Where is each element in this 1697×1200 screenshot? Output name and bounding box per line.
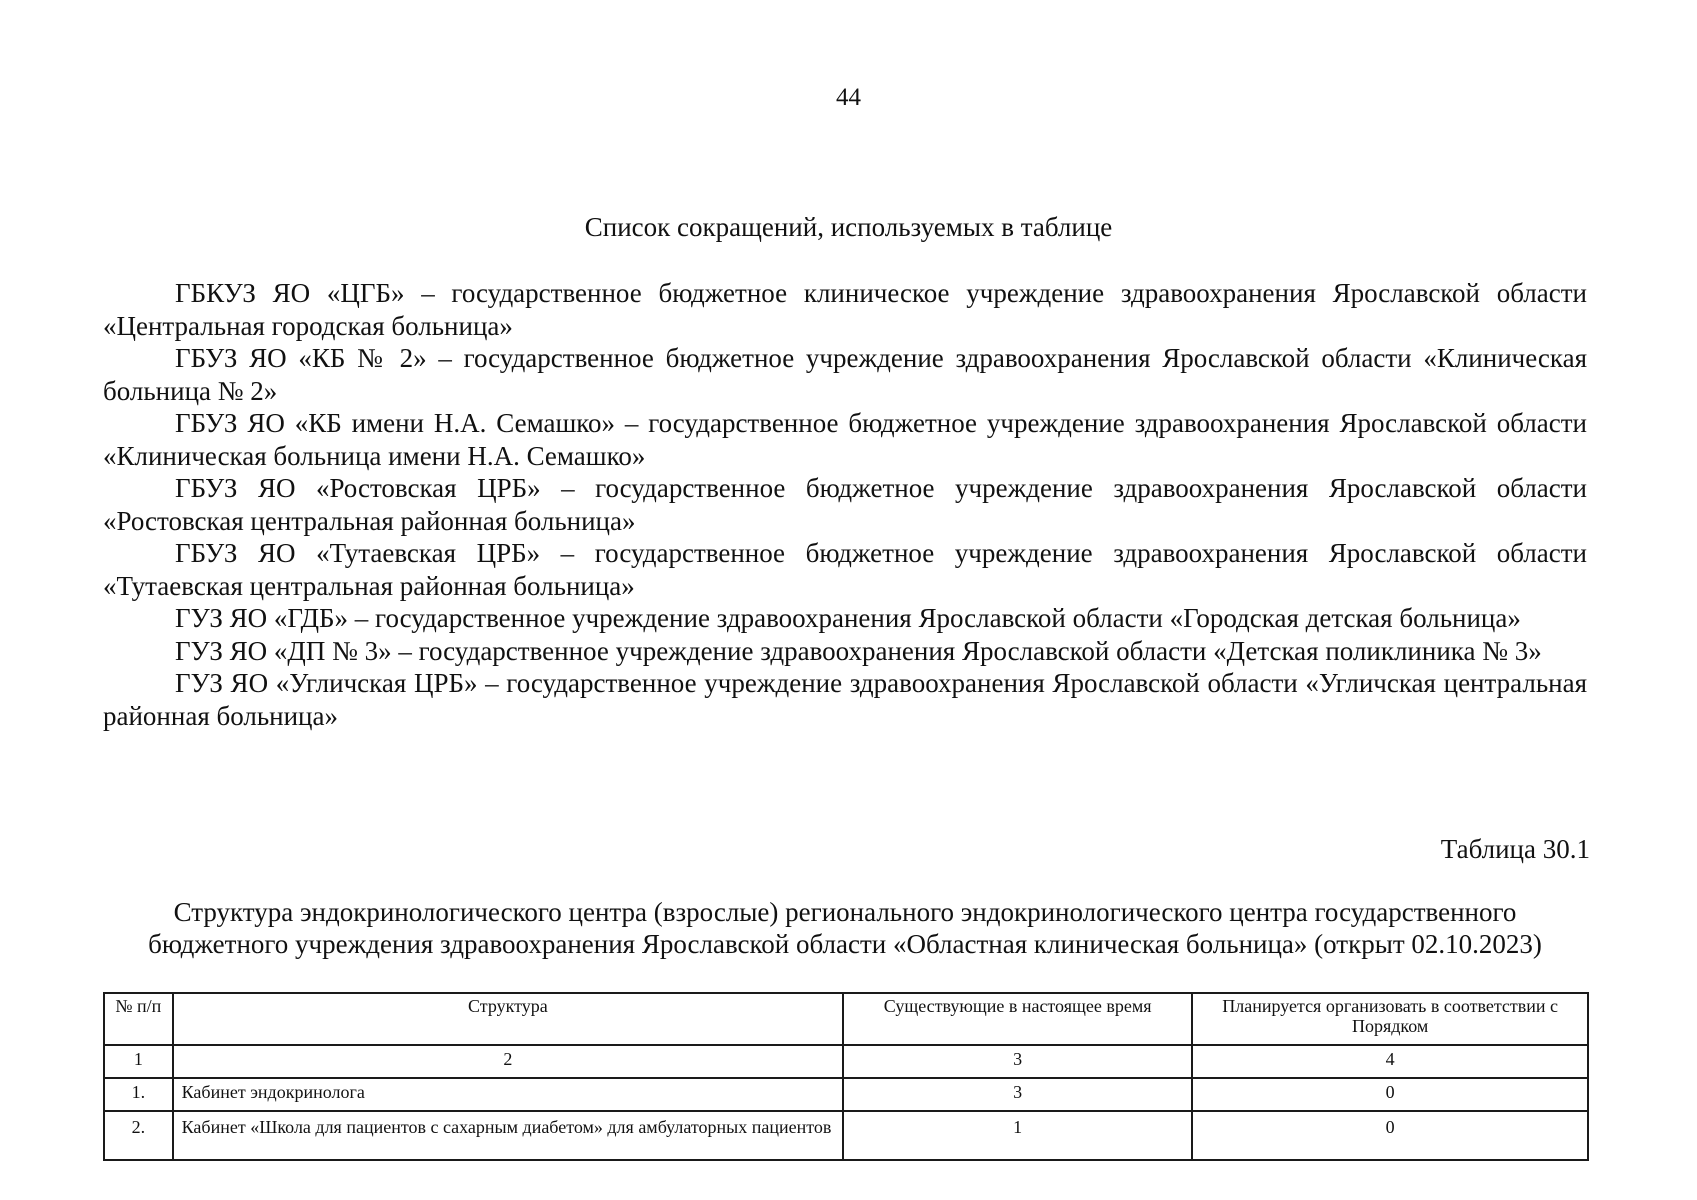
table-caption: Структура эндокринологического центра (взрослые) регионального эндокринологического центра государственного бюджетного учреждения здравоохранения Ярославской области «Областная клиническая больница» (открыт 02.10.2023) xyxy=(148,897,1542,959)
structure-table xyxy=(103,992,1589,1161)
abbreviation-item: ГБУЗ ЯО «КБ имени Н.А. Семашко» – государственное бюджетное учреждение здравоохранения Ярославской области «Клиническая больница имени Н.А. Семашко» xyxy=(103,408,1587,471)
table-row xyxy=(104,1078,1588,1111)
row-structure: Кабинет эндокринолога xyxy=(173,1078,843,1111)
abbreviation-item: ГУЗ ЯО «ГДБ» – государственное учреждение здравоохранения Ярославской области «Городская детская больница» xyxy=(175,603,1521,633)
row-planned: 0 xyxy=(1192,1078,1588,1111)
index-cell: 1 xyxy=(104,1045,173,1078)
abbreviation-item: ГУЗ ЯО «Угличская ЦРБ» – государственное учреждение здравоохранения Ярославской области «Угличская центральная районная больница» xyxy=(103,668,1587,731)
header-num: № п/п xyxy=(104,993,173,1045)
table-label: Таблица 30.1 xyxy=(1440,834,1590,864)
abbreviation-item: ГБКУЗ ЯО «ЦГБ» – государственное бюджетное клиническое учреждение здравоохранения Ярославской области «Центральная городская больница» xyxy=(103,278,1587,341)
index-cell: 4 xyxy=(1192,1045,1588,1078)
index-cell: 2 xyxy=(173,1045,843,1078)
row-num: 2. xyxy=(104,1111,173,1160)
abbreviations-title: Список сокращений, используемых в таблице xyxy=(584,212,1113,242)
row-num: 1. xyxy=(104,1078,173,1111)
abbreviation-item: ГБУЗ ЯО «КБ № 2» – государственное бюджетное учреждение здравоохранения Ярославской области «Клиническая больница № 2» xyxy=(103,343,1587,406)
abbreviation-item: ГБУЗ ЯО «Ростовская ЦРБ» – государственное бюджетное учреждение здравоохранения Ярославской области «Ростовская центральная районная больница» xyxy=(103,473,1587,536)
table-row xyxy=(104,1111,1588,1160)
abbreviation-item: ГУЗ ЯО «ДП № 3» – государственное учреждение здравоохранения Ярославской области «Детская поликлиника № 3» xyxy=(175,635,1542,666)
abbreviations-list xyxy=(103,277,1587,732)
header-planned: Планируется организовать в соответствии с Порядком xyxy=(1192,993,1588,1045)
row-existing: 3 xyxy=(843,1078,1192,1111)
row-existing: 1 xyxy=(843,1111,1192,1160)
header-structure: Структура xyxy=(173,993,843,1045)
row-planned: 0 xyxy=(1192,1111,1588,1160)
table-header-row xyxy=(104,993,1588,1045)
table-index-row xyxy=(104,1045,1588,1078)
header-existing: Существующие в настоящее время xyxy=(843,993,1192,1045)
page-number: 44 xyxy=(836,84,861,111)
row-structure: Кабинет «Школа для пациентов с сахарным диабетом» для амбулаторных пациентов xyxy=(173,1111,843,1160)
index-cell: 3 xyxy=(843,1045,1192,1078)
abbreviation-item: ГБУЗ ЯО «Тутаевская ЦРБ» – государственное бюджетное учреждение здравоохранения Ярославской области «Тутаевская центральная районная больница» xyxy=(103,538,1587,601)
